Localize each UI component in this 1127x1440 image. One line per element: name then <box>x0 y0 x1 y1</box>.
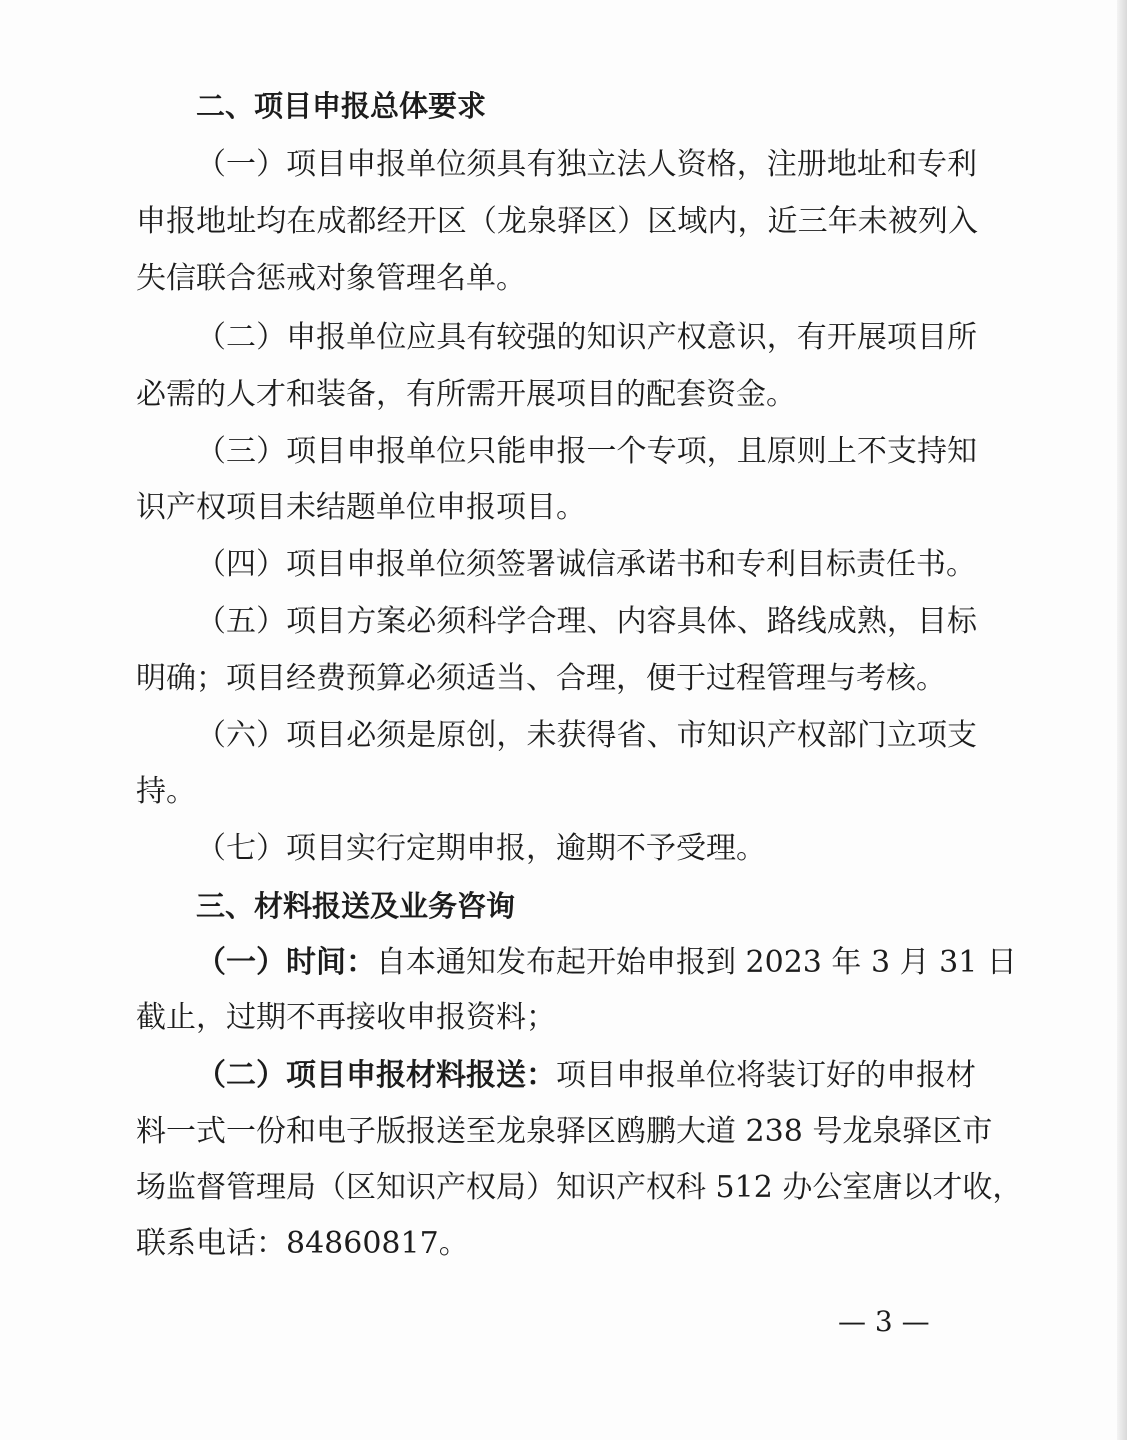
paragraph-line: （七）项目实行定期申报，逾期不予受理。 <box>196 831 766 866</box>
item-text: 自本通知发布起开始申报到 2023 年 3 月 31 日 <box>376 945 1017 980</box>
paragraph-line: 申报地址均在成都经开区（龙泉驿区）区域内，近三年未被列入 <box>136 204 978 239</box>
paragraph-line: （四）项目申报单位须签署诚信承诺书和专利目标责任书。 <box>196 547 976 582</box>
paragraph-line: 联系电话：84860817。 <box>136 1226 469 1261</box>
item-lead: （二）项目申报材料报送： <box>196 1058 556 1093</box>
paragraph-first-line <box>196 1056 976 1096</box>
scan-edge-shadow <box>1117 0 1127 1440</box>
paragraph-line: （三）项目申报单位只能申报一个专项，且原则上不支持知 <box>196 434 977 469</box>
paragraph-line: （一）项目申报单位须具有独立法人资格，注册地址和专利 <box>196 147 977 182</box>
paragraph-line: 截止，过期不再接收申报资料； <box>136 1000 556 1035</box>
paragraph-first-line <box>196 943 1017 983</box>
paragraph-line: 识产权项目未结题单位申报项目。 <box>136 490 586 525</box>
paragraph-line: 料一式一份和电子版报送至龙泉驿区鸥鹏大道 238 号龙泉驿区市 <box>136 1114 993 1149</box>
paragraph-line: 持。 <box>136 774 196 809</box>
paragraph-line: 场监督管理局（区知识产权局）知识产权科 512 办公室唐以才收， <box>136 1170 1023 1205</box>
paragraph-line: 明确；项目经费预算必须适当、合理，便于过程管理与考核。 <box>136 661 946 696</box>
item-lead: （一）时间： <box>196 945 376 980</box>
item-text: 项目申报单位将装订好的申报材 <box>556 1058 976 1093</box>
paragraph-line: （二）申报单位应具有较强的知识产权意识，有开展项目所 <box>196 320 977 355</box>
paragraph-line: 必需的人才和装备，有所需开展项目的配套资金。 <box>136 377 796 412</box>
page-number: — 3 — <box>838 1305 930 1338</box>
paragraph-line: （五）项目方案必须科学合理、内容具体、路线成熟，目标 <box>196 604 977 639</box>
section-heading-3: 三、材料报送及业务咨询 <box>196 889 516 923</box>
paragraph-line: 失信联合惩戒对象管理名单。 <box>136 261 526 296</box>
paragraph-line: （六）项目必须是原创，未获得省、市知识产权部门立项支 <box>196 718 977 753</box>
section-heading-2: 二、项目申报总体要求 <box>196 89 487 123</box>
